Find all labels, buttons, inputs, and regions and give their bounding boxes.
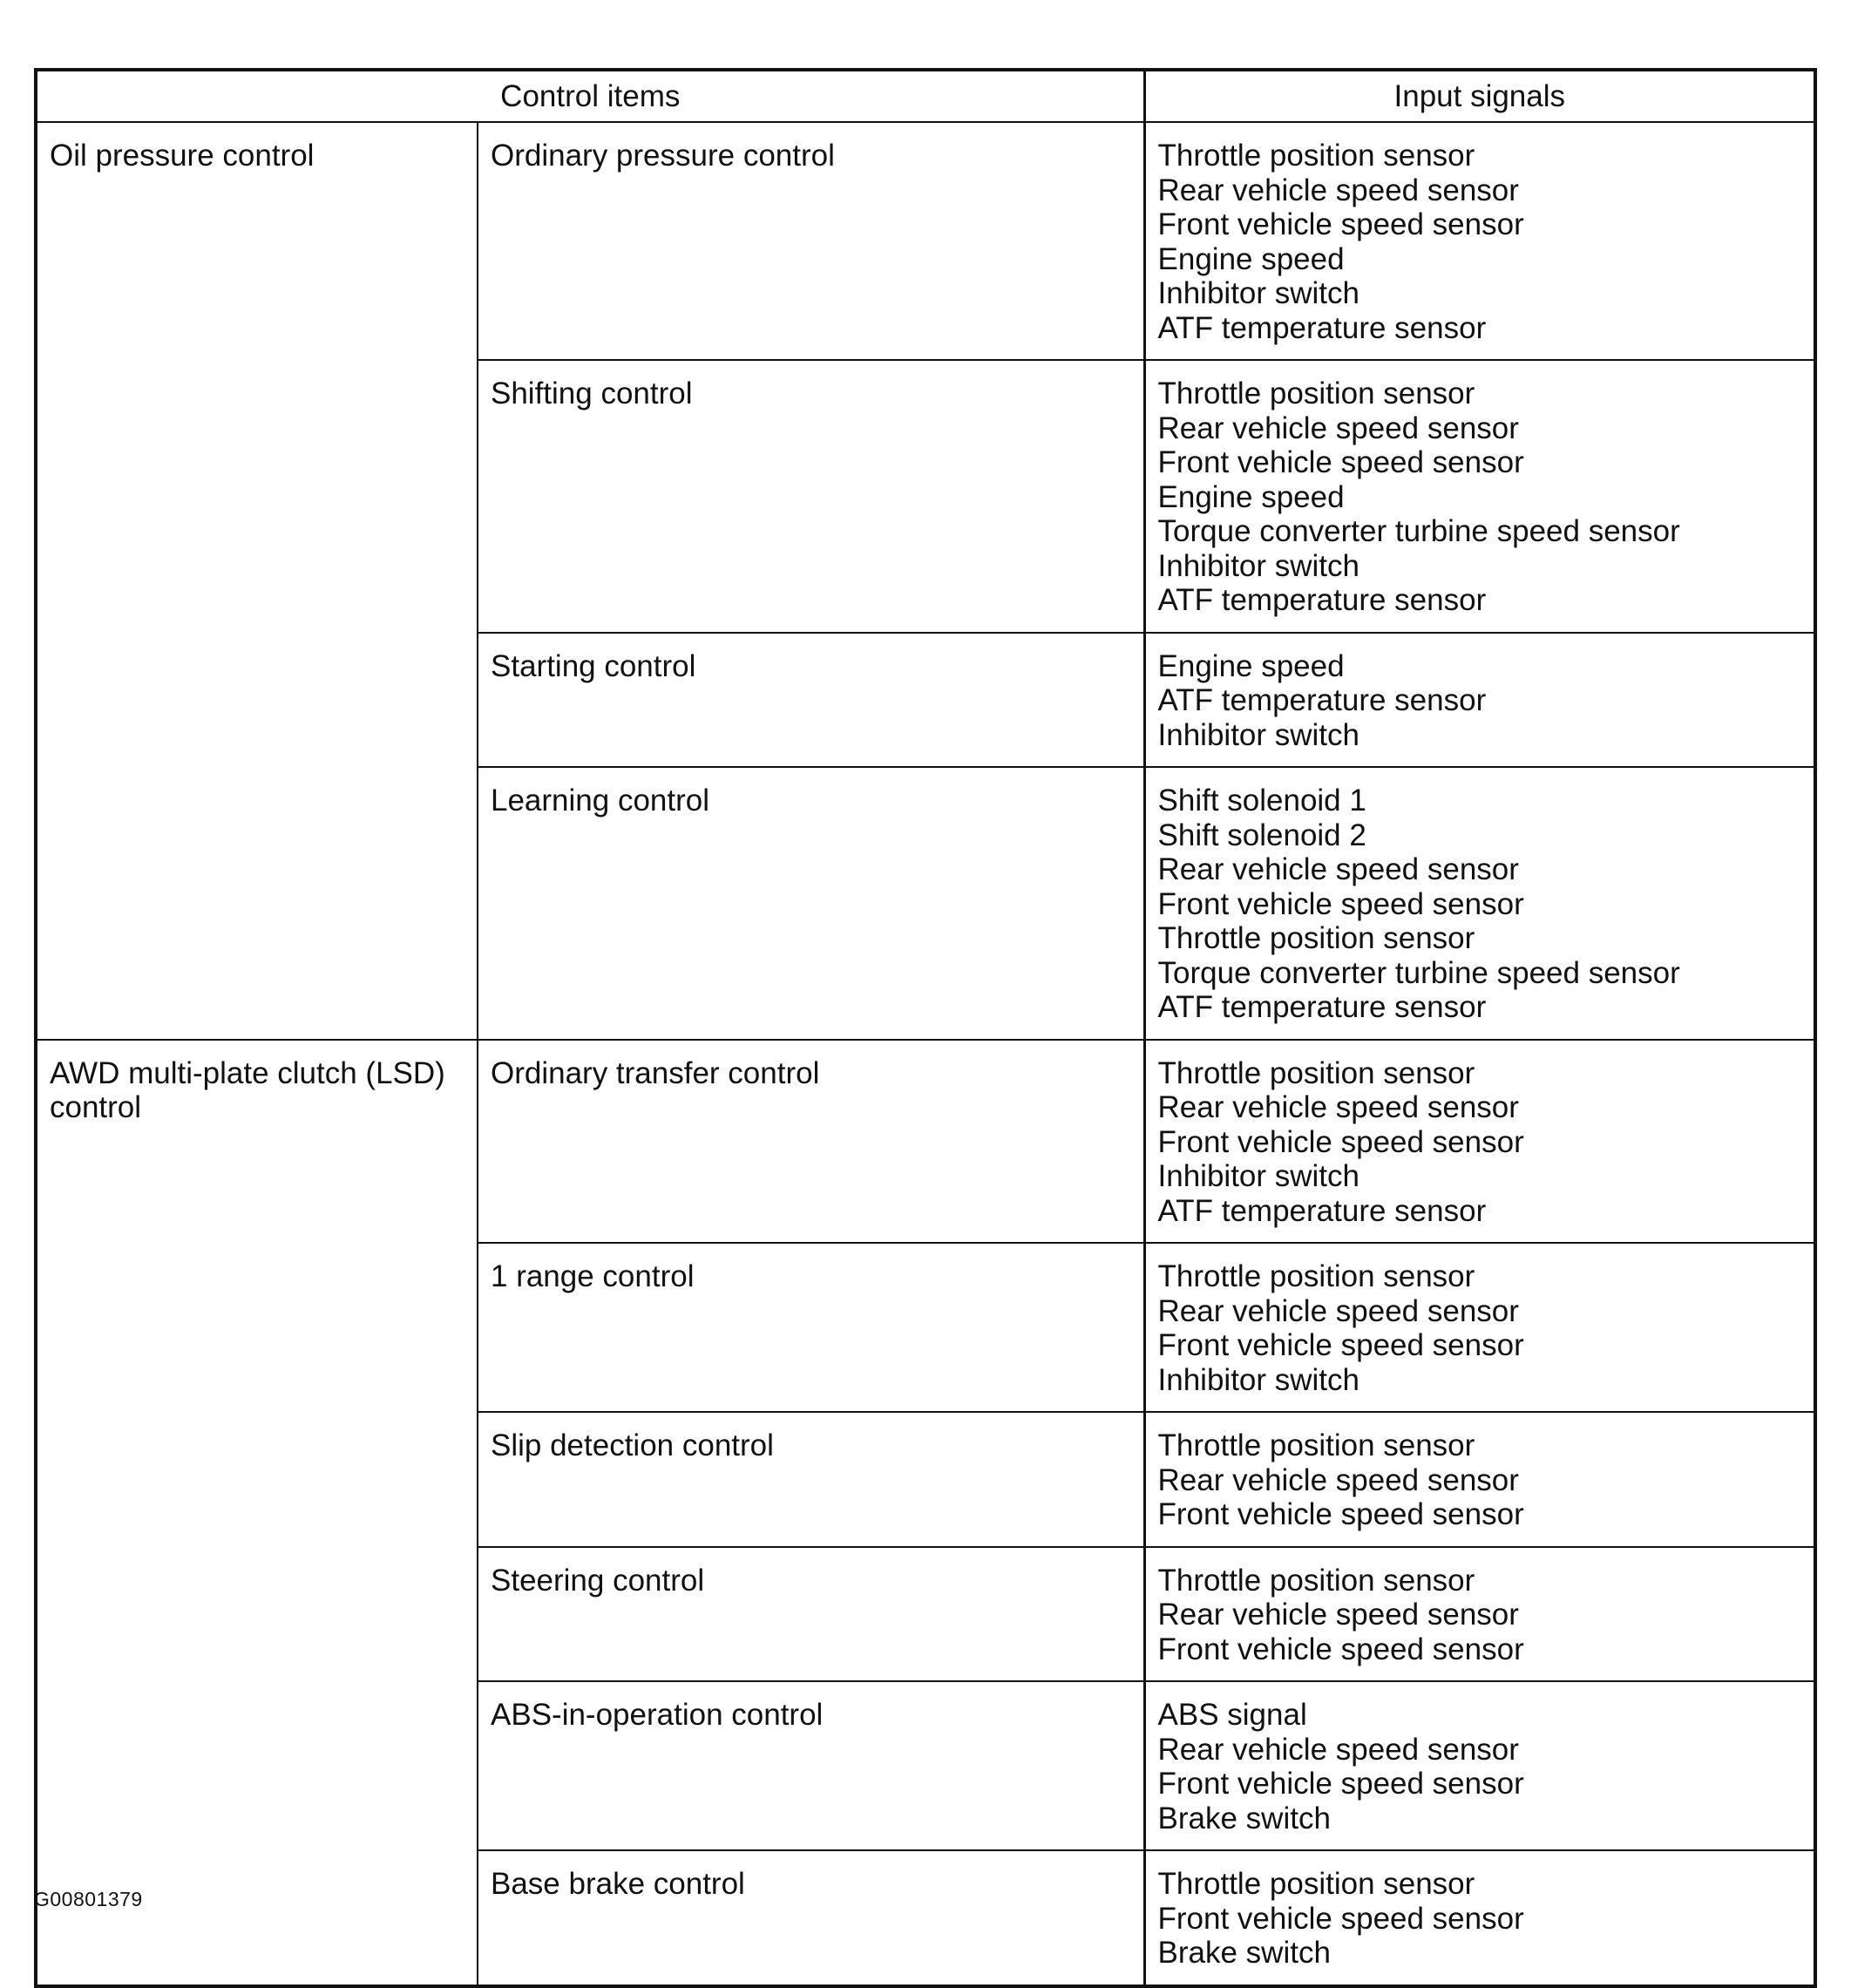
input-signal: Rear vehicle speed sensor bbox=[1157, 852, 1519, 886]
control-item-cell: Base brake control bbox=[478, 1850, 1144, 1986]
input-signal: Front vehicle speed sensor bbox=[1157, 207, 1524, 241]
input-signal: Front vehicle speed sensor bbox=[1157, 1767, 1524, 1801]
control-item-cell: Ordinary transfer control bbox=[478, 1040, 1144, 1244]
input-signal: Inhibitor switch bbox=[1157, 276, 1359, 310]
input-signal: Front vehicle speed sensor bbox=[1157, 1328, 1524, 1362]
input-signal: Shift solenoid 2 bbox=[1157, 818, 1366, 852]
input-signals-cell bbox=[1144, 360, 1815, 633]
input-signal: Rear vehicle speed sensor bbox=[1157, 1598, 1519, 1632]
input-signal: Inhibitor switch bbox=[1157, 717, 1359, 752]
control-items-header: Control items bbox=[36, 70, 1144, 122]
control-items-table bbox=[34, 68, 1817, 1988]
input-signal: Shift solenoid 1 bbox=[1157, 784, 1366, 818]
input-signal: Brake switch bbox=[1157, 1801, 1331, 1835]
control-item-cell: Ordinary pressure control bbox=[478, 122, 1144, 360]
input-signal: ATF temperature sensor bbox=[1157, 1193, 1487, 1228]
input-signal: Rear vehicle speed sensor bbox=[1157, 410, 1519, 445]
input-signals-cell bbox=[1144, 1681, 1815, 1850]
input-signal: Rear vehicle speed sensor bbox=[1157, 1462, 1519, 1497]
input-signal: Throttle position sensor bbox=[1157, 1867, 1475, 1901]
input-signals-cell bbox=[1144, 1850, 1815, 1986]
input-signal: ATF temperature sensor bbox=[1157, 683, 1487, 717]
control-item-cell: ABS-in-operation control bbox=[478, 1681, 1144, 1850]
input-signal: ATF temperature sensor bbox=[1157, 583, 1487, 617]
input-signals-cell bbox=[1144, 1243, 1815, 1412]
input-signal: Throttle position sensor bbox=[1157, 1055, 1475, 1090]
control-item-cell: Slip detection control bbox=[478, 1412, 1144, 1547]
input-signal: Engine speed bbox=[1157, 648, 1345, 683]
category-cell bbox=[36, 1040, 478, 1986]
input-signal: Engine speed bbox=[1157, 241, 1345, 276]
input-signals-cell bbox=[1144, 1547, 1815, 1682]
input-signal: Inhibitor switch bbox=[1157, 548, 1359, 583]
input-signal: Throttle position sensor bbox=[1157, 1428, 1475, 1462]
input-signal: Front vehicle speed sensor bbox=[1157, 1632, 1524, 1666]
input-signals-cell bbox=[1144, 767, 1815, 1040]
control-item-cell: Steering control bbox=[478, 1547, 1144, 1682]
table-row bbox=[36, 122, 1815, 360]
table-header-row bbox=[36, 70, 1815, 122]
category-name: Oil pressure control bbox=[50, 139, 315, 173]
input-signal: Rear vehicle speed sensor bbox=[1157, 173, 1519, 207]
input-signal: Throttle position sensor bbox=[1157, 377, 1475, 410]
input-signal: Inhibitor switch bbox=[1157, 1159, 1359, 1193]
input-signal: Throttle position sensor bbox=[1157, 1259, 1475, 1293]
input-signal: Rear vehicle speed sensor bbox=[1157, 1732, 1519, 1767]
input-signal: Throttle position sensor bbox=[1157, 921, 1475, 955]
input-signal: Front vehicle speed sensor bbox=[1157, 1901, 1524, 1936]
control-item-cell: Learning control bbox=[478, 767, 1144, 1040]
input-signal: Torque converter turbine speed sensor bbox=[1157, 955, 1680, 990]
table-row bbox=[36, 1040, 1815, 1244]
category-cell bbox=[36, 122, 478, 1040]
control-item-cell: 1 range control bbox=[478, 1243, 1144, 1412]
input-signal: Front vehicle speed sensor bbox=[1157, 1497, 1524, 1531]
input-signal: ATF temperature sensor bbox=[1157, 310, 1487, 345]
input-signal: Front vehicle speed sensor bbox=[1157, 886, 1524, 921]
input-signals-cell bbox=[1144, 1412, 1815, 1547]
control-item-cell: Starting control bbox=[478, 633, 1144, 768]
input-signal: Front vehicle speed sensor bbox=[1157, 445, 1524, 479]
input-signal: Torque converter turbine speed sensor bbox=[1157, 514, 1680, 548]
input-signal: ATF temperature sensor bbox=[1157, 990, 1487, 1024]
input-signal: Rear vehicle speed sensor bbox=[1157, 1293, 1519, 1328]
input-signal: Front vehicle speed sensor bbox=[1157, 1124, 1524, 1159]
category-name: AWD multi-plate clutch (LSD) control bbox=[50, 1055, 445, 1124]
input-signal: ABS signal bbox=[1157, 1698, 1307, 1732]
input-signals-cell bbox=[1144, 1040, 1815, 1244]
input-signal: Rear vehicle speed sensor bbox=[1157, 1090, 1519, 1124]
input-signal: Engine speed bbox=[1157, 479, 1345, 514]
control-item-cell: Shifting control bbox=[478, 360, 1144, 633]
input-signal: Inhibitor switch bbox=[1157, 1362, 1359, 1397]
input-signals-cell bbox=[1144, 122, 1815, 360]
input-signals-cell bbox=[1144, 633, 1815, 768]
input-signal: Brake switch bbox=[1157, 1936, 1331, 1970]
figure-id: G00801379 bbox=[34, 1888, 143, 1910]
input-signal: Throttle position sensor bbox=[1157, 139, 1475, 173]
table-body bbox=[36, 122, 1815, 1986]
input-signals-header: Input signals bbox=[1144, 70, 1815, 122]
input-signal: Throttle position sensor bbox=[1157, 1563, 1475, 1598]
